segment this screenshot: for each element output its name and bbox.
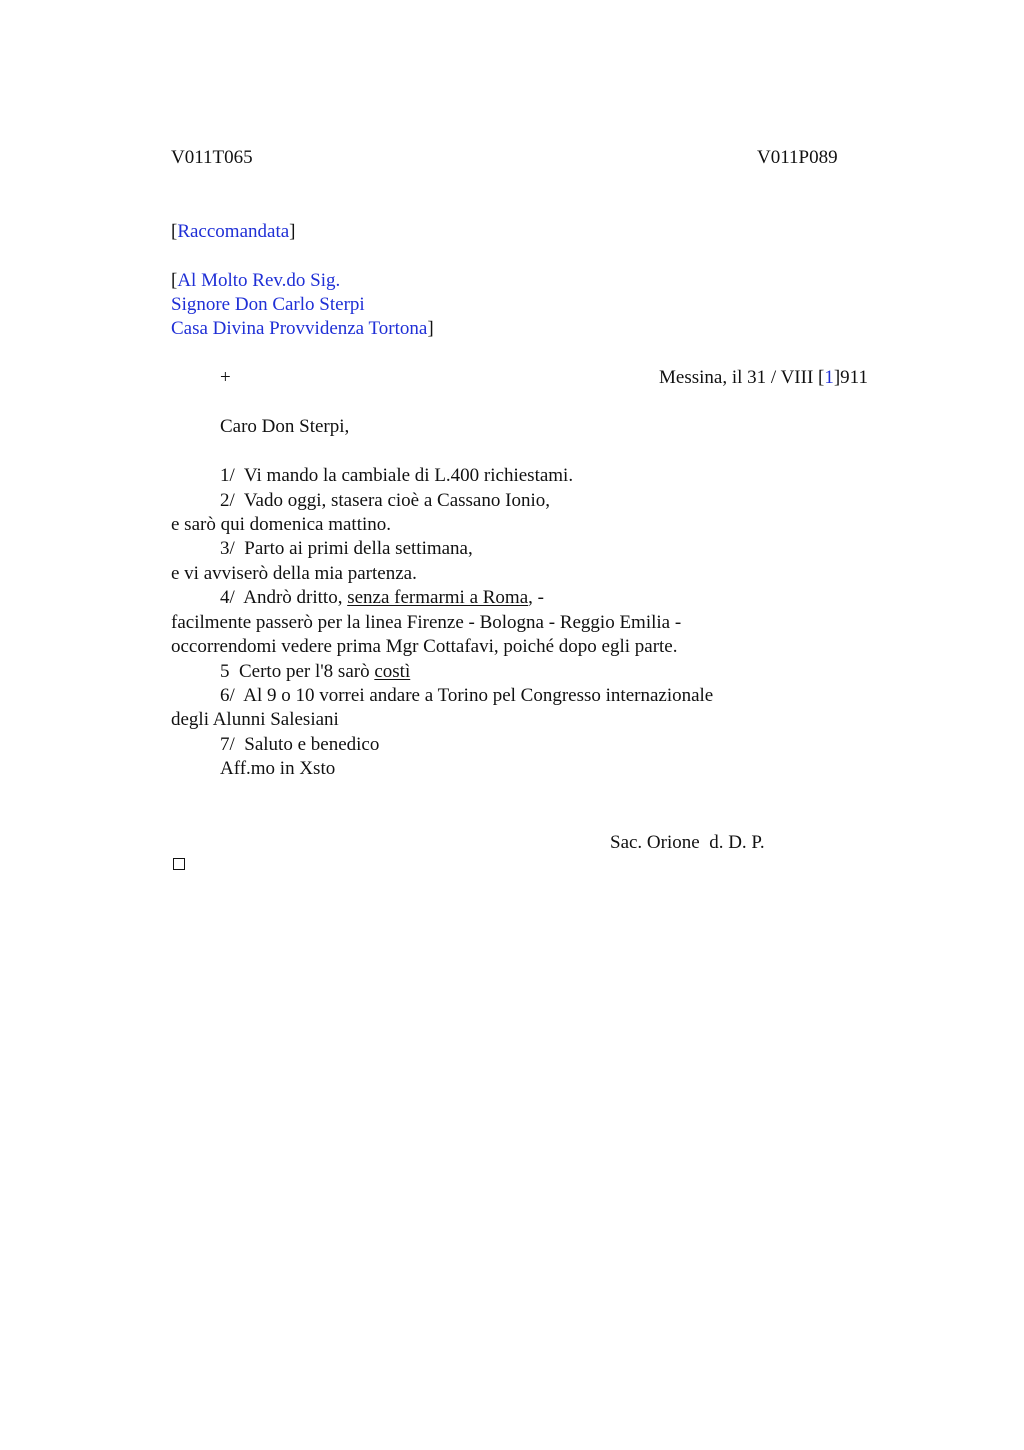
bracket-close: ] (289, 221, 296, 242)
bracket-open: [ (171, 221, 178, 242)
paragraph-1: 1/ Vi mando la cambiale di L.400 richiestami. (220, 465, 574, 486)
address-text-1: Al Molto Rev.do Sig. (177, 270, 341, 291)
paragraph-6-line-1: 6/ Al 9 o 10 vorrei andare a Torino pel Congresso internazionale (220, 685, 714, 706)
salutation: Caro Don Sterpi, (220, 416, 350, 437)
paragraph-2-line-1: 2/ Vado oggi, stasera cioè a Cassano Ionio, (220, 490, 550, 511)
signature: Sac. Orione d. D. P. (610, 832, 765, 853)
registered-mail-text: Raccomandata (177, 221, 290, 242)
bracket-open: [ (171, 270, 178, 291)
paragraph-2-line-2: e sarò qui domenica mattino. (171, 514, 392, 535)
paragraph-5 (220, 660, 410, 684)
registered-mail-note (171, 220, 296, 244)
date-prefix: Messina, il 31 / VIII [ (659, 367, 825, 388)
address-line-1 (171, 269, 340, 293)
bracket-close: ] (427, 318, 434, 339)
address-line-3 (171, 317, 434, 341)
paragraph-4-line-1 (220, 586, 544, 610)
paragraph-7: 7/ Saluto e benedico (220, 734, 380, 755)
paragraph-3-line-1: 3/ Parto ai primi della settimana, (220, 538, 473, 559)
closing: Aff.mo in Xsto (220, 758, 336, 779)
paragraph-6-line-2: degli Alunni Salesiani (171, 709, 339, 730)
address-line-2: Signore Don Carlo Sterpi (171, 294, 365, 315)
date-line (659, 366, 868, 390)
underlined-phrase: senza fermarmi a Roma (347, 587, 529, 608)
paragraph-5-prefix: 5 Certo per l'8 sarò (220, 661, 375, 682)
date-inserted-digit: 1 (824, 367, 834, 388)
document-code-right: V011P089 (757, 147, 838, 168)
underlined-word: costì (374, 661, 411, 682)
paragraph-4-line-3: occorrendomi vedere prima Mgr Cottafavi, poiché dopo egli parte. (171, 636, 678, 657)
empty-box-symbol (173, 858, 185, 870)
paragraph-4-prefix: 4/ Andrò dritto, (220, 587, 348, 608)
paragraph-3-line-2: e vi avviserò della mia partenza. (171, 563, 417, 584)
address-text-3: Casa Divina Provvidenza Tortona (171, 318, 428, 339)
document-code-left: V011T065 (171, 147, 253, 168)
date-suffix: ]911 (833, 367, 868, 388)
paragraph-4-line-2: facilmente passerò per la linea Firenze - Bologna - Reggio Emilia - (171, 612, 682, 633)
paragraph-4-suffix: , - (528, 587, 544, 608)
cross-symbol: + (220, 367, 231, 388)
